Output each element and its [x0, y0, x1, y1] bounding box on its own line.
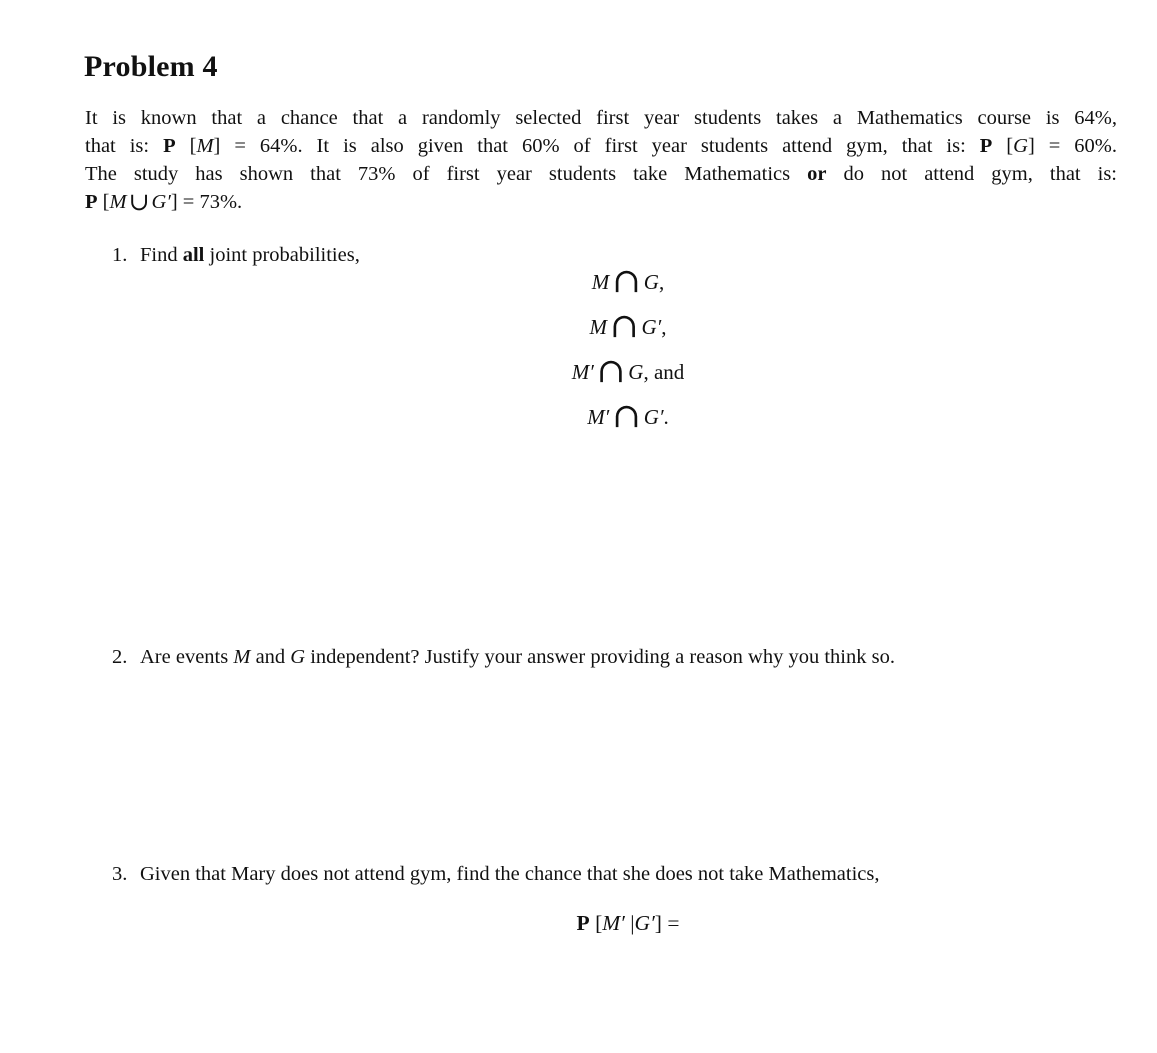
text-run: ∪: [128, 187, 150, 216]
text-run: do not attend gym, that is:: [826, 163, 1117, 185]
statement-line-3: [85, 160, 1117, 188]
statement-line-4: [85, 188, 1117, 216]
text-run: It is known that a chance that a randomly selected first year students takes a Mathematics course is 64%,: [85, 107, 1117, 129]
text-run: all: [182, 244, 205, 266]
text-run: ∩: [596, 351, 626, 391]
item-number: 1.: [112, 244, 128, 266]
text-run: M: [591, 270, 610, 294]
list-item-2: [112, 644, 895, 671]
equation-content: [591, 261, 665, 301]
list-item-3: [112, 861, 880, 888]
item-text: [140, 644, 895, 671]
text-run: ] =: [654, 910, 680, 935]
equation-content: [589, 306, 667, 346]
text-run: Given that Mary does not attend gym, find the chance that she does not take Mathematics,: [140, 863, 880, 885]
text-run: ∩: [612, 261, 641, 301]
text-run: or: [807, 163, 827, 185]
text-run: [: [589, 910, 603, 935]
item-text: [140, 861, 880, 888]
text-run: G: [643, 270, 659, 294]
conditional-probability-equation: [140, 903, 1116, 943]
text-run: M: [109, 191, 127, 213]
statement-line-1: [85, 104, 1117, 132]
text-run: G: [290, 646, 306, 668]
equation-line-1: [140, 260, 1116, 305]
problem-statement: [85, 104, 1117, 216]
page-title: Problem 4: [84, 50, 218, 83]
text-run: P: [85, 191, 98, 213]
text-run: ] = 73%.: [170, 191, 243, 213]
joint-probability-equations: [140, 260, 1116, 440]
text-run: Find: [140, 244, 183, 266]
text-run: that is:: [85, 135, 164, 157]
text-run: [: [992, 135, 1014, 157]
text-run: G: [628, 360, 644, 384]
text-run: M: [196, 135, 214, 157]
text-run: ,: [658, 270, 665, 294]
item-number: 3.: [112, 863, 128, 885]
text-run: |: [624, 910, 635, 935]
statement-line-2: [85, 132, 1117, 160]
text-run: P: [576, 910, 590, 935]
equation-content: [587, 396, 669, 436]
item-number: 2.: [112, 646, 128, 668]
text-run: M: [233, 646, 251, 668]
text-run: [: [175, 135, 197, 157]
text-run: G′: [151, 191, 171, 213]
text-run: [: [97, 191, 110, 213]
text-run: ,: [661, 315, 667, 339]
text-run: independent? Justify your answer providing a reason why you think so.: [305, 646, 895, 668]
text-run: M: [589, 315, 607, 339]
equation-line-2: [140, 305, 1116, 350]
text-run: M′: [571, 360, 594, 384]
text-run: M′: [587, 405, 610, 429]
text-run: , and: [643, 360, 685, 384]
text-run: ∩: [609, 306, 639, 346]
text-run: G′: [634, 910, 655, 935]
text-run: .: [663, 405, 669, 429]
text-run: ∩: [612, 396, 641, 436]
equation-content: [571, 351, 685, 391]
equation-line-3: [140, 350, 1116, 395]
text-run: and: [250, 646, 291, 668]
text-run: ] = 64%. It is also given that 60% of first year students attend gym, that is:: [213, 135, 980, 157]
text-run: G′: [643, 405, 664, 429]
equation-line-4: [140, 395, 1116, 440]
equation-content: [577, 911, 680, 936]
text-run: Are events: [140, 646, 234, 668]
text-run: ] = 60%.: [1027, 135, 1117, 157]
text-run: G: [1013, 135, 1028, 157]
text-run: G′: [641, 315, 662, 339]
text-run: P: [163, 135, 176, 157]
text-run: The study has shown that 73% of first year students take Mathematics: [85, 163, 808, 185]
text-run: joint probabilities,: [204, 244, 360, 266]
text-run: M′: [602, 910, 625, 935]
text-run: P: [979, 135, 993, 157]
